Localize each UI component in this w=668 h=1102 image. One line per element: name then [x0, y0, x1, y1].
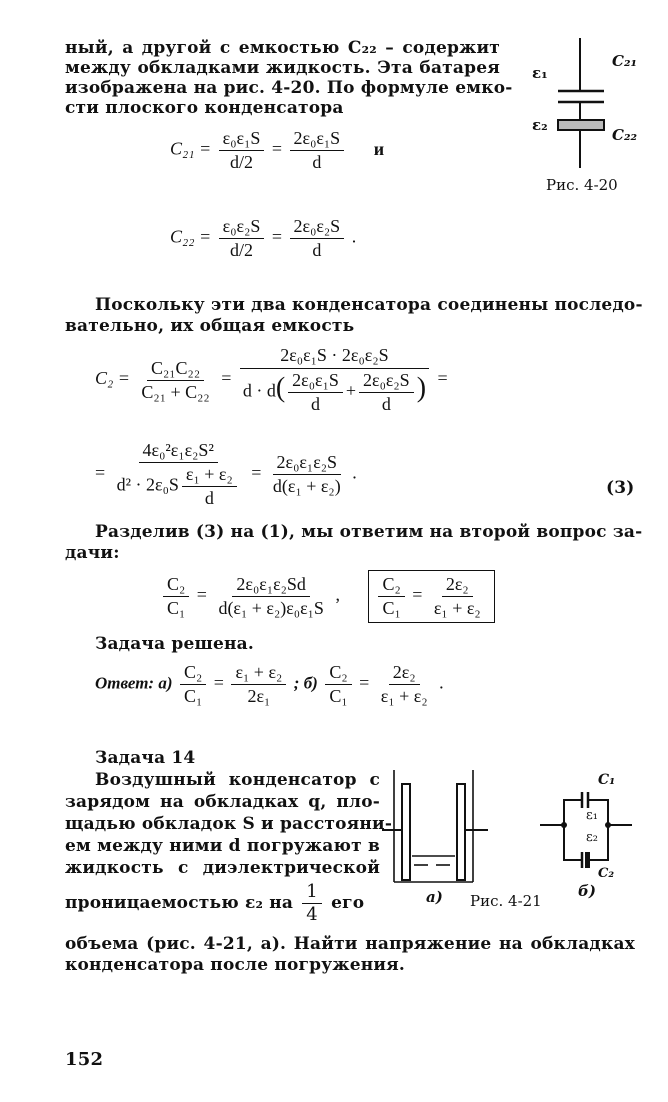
equation-number: (3) [606, 478, 635, 498]
answer-formula: Ответ: а) $\frac{\text{C₂}}{\text{C₁}}$ = $\frac{\text{ε₁ + ε₂}}{\text{2ε₁}}$ ; б) $\frac{\text{C₂}}{\text{C₁}}$ = $\frac{\text{2ε₂}}{\text{ε₁ + ε₂}}$ . [95, 662, 444, 706]
text-line: между обкладками жидкость. Эта батарея [65, 58, 500, 78]
label-eps1: ε₁ [586, 808, 598, 823]
figure-caption: Рис. 4-21 [470, 892, 542, 910]
text-line: жидкость с диэлектрической [65, 858, 380, 878]
text-line: Поскольку эти два конденсатора соединены последо- [95, 295, 643, 315]
label-c1: C₁ [598, 772, 616, 788]
text-line: Воздушный конденсатор с [95, 770, 380, 790]
text-line: конденсатора после погружения. [65, 955, 406, 975]
label-c22: C₂₂ [612, 126, 638, 144]
text-line: дачи: [65, 543, 120, 563]
task-title: Задача 14 [95, 748, 196, 768]
text-line: изображена на рис. 4-20. По формуле емко- [65, 78, 513, 98]
capacitor-figure-4-21 [380, 768, 660, 898]
text-line: ем между ними d погружают в [65, 836, 380, 856]
text-line: вательно, их общая емкость [65, 316, 355, 336]
text-line: проницаемостью ε₂ на $\frac{1}{4}$ его [65, 881, 365, 925]
label-eps2: ε₂ [586, 830, 598, 845]
text-line: Разделив (3) на (1), мы ответим на второй вопрос за- [95, 522, 643, 542]
fig-label-a: а) [426, 888, 443, 906]
text-line: объема (рис. 4-21, а). Найти напряжение на обкладках [65, 934, 635, 954]
figure-caption: Рис. 4-20 [546, 176, 618, 194]
formula-3-line1: C₂ = $\frac{\text{C₂₁C₂₂}}{\text{C₂₁ + C₂₂}}$ = 2ε₀ε₁S · 2ε₀ε₂S d · d( $\frac{\text{2ε₀ε₁S}}{d}$ + $\frac{\text{2ε₀ε₂S}}{d}$ ) = [95, 345, 448, 414]
boxed-result: $\frac{\text{C₂}}{\text{C₁}}$ = $\frac{\text{2ε₂}}{\text{ε₁ + ε₂}}$ [368, 570, 494, 623]
formula-c22: C₂₂ = $\frac{\text{ε₀ε₂S}}{d/2}$ = $\frac{\text{2ε₀ε₂S}}{d}$ . [170, 216, 357, 260]
fig-label-b: б) [578, 882, 596, 900]
page-number: 152 [65, 1049, 104, 1070]
label-c2: C₂ [598, 866, 615, 881]
text-line: щадью обкладок S и расстояни- [65, 814, 393, 834]
text-line: сти плоского конденсатора [65, 98, 344, 118]
text-line: ный, а другой с емкостью C₂₂ – содержит [65, 38, 500, 58]
formula-3-line2: = 4ε₀²ε₁ε₂S² d² · 2ε₀S $\frac{\text{ε₁ + ε₂}}{d}$ = $\frac{\text{2ε₀ε₁ε₂S}}{\text{d(ε₁ + ε₂)}}$ . [95, 440, 357, 508]
text-line: зарядом на обкладках q, пло- [65, 792, 380, 812]
solved-text: Задача решена. [95, 634, 254, 654]
formula-ratio: $\frac{\text{C₂}}{\text{C₁}}$ = $\frac{\text{2ε₀ε₁ε₂Sd}}{\text{d(ε₁ + ε₂)ε₀ε₁S}}$ , $\frac{\text{C₂}}{\text{C₁}}$ = $\frac{\text{2ε₂}}{\text{ε₁ + ε₂}}$ [160, 570, 495, 623]
label-eps2: ε₂ [532, 116, 548, 134]
label-eps1: ε₁ [532, 64, 548, 82]
formula-c21: C₂₁ = $\frac{\text{ε₀ε₁S}}{d/2}$ = $\frac{\text{2ε₀ε₁S}}{d}$ и [170, 128, 385, 172]
label-c21: C₂₁ [612, 52, 638, 70]
